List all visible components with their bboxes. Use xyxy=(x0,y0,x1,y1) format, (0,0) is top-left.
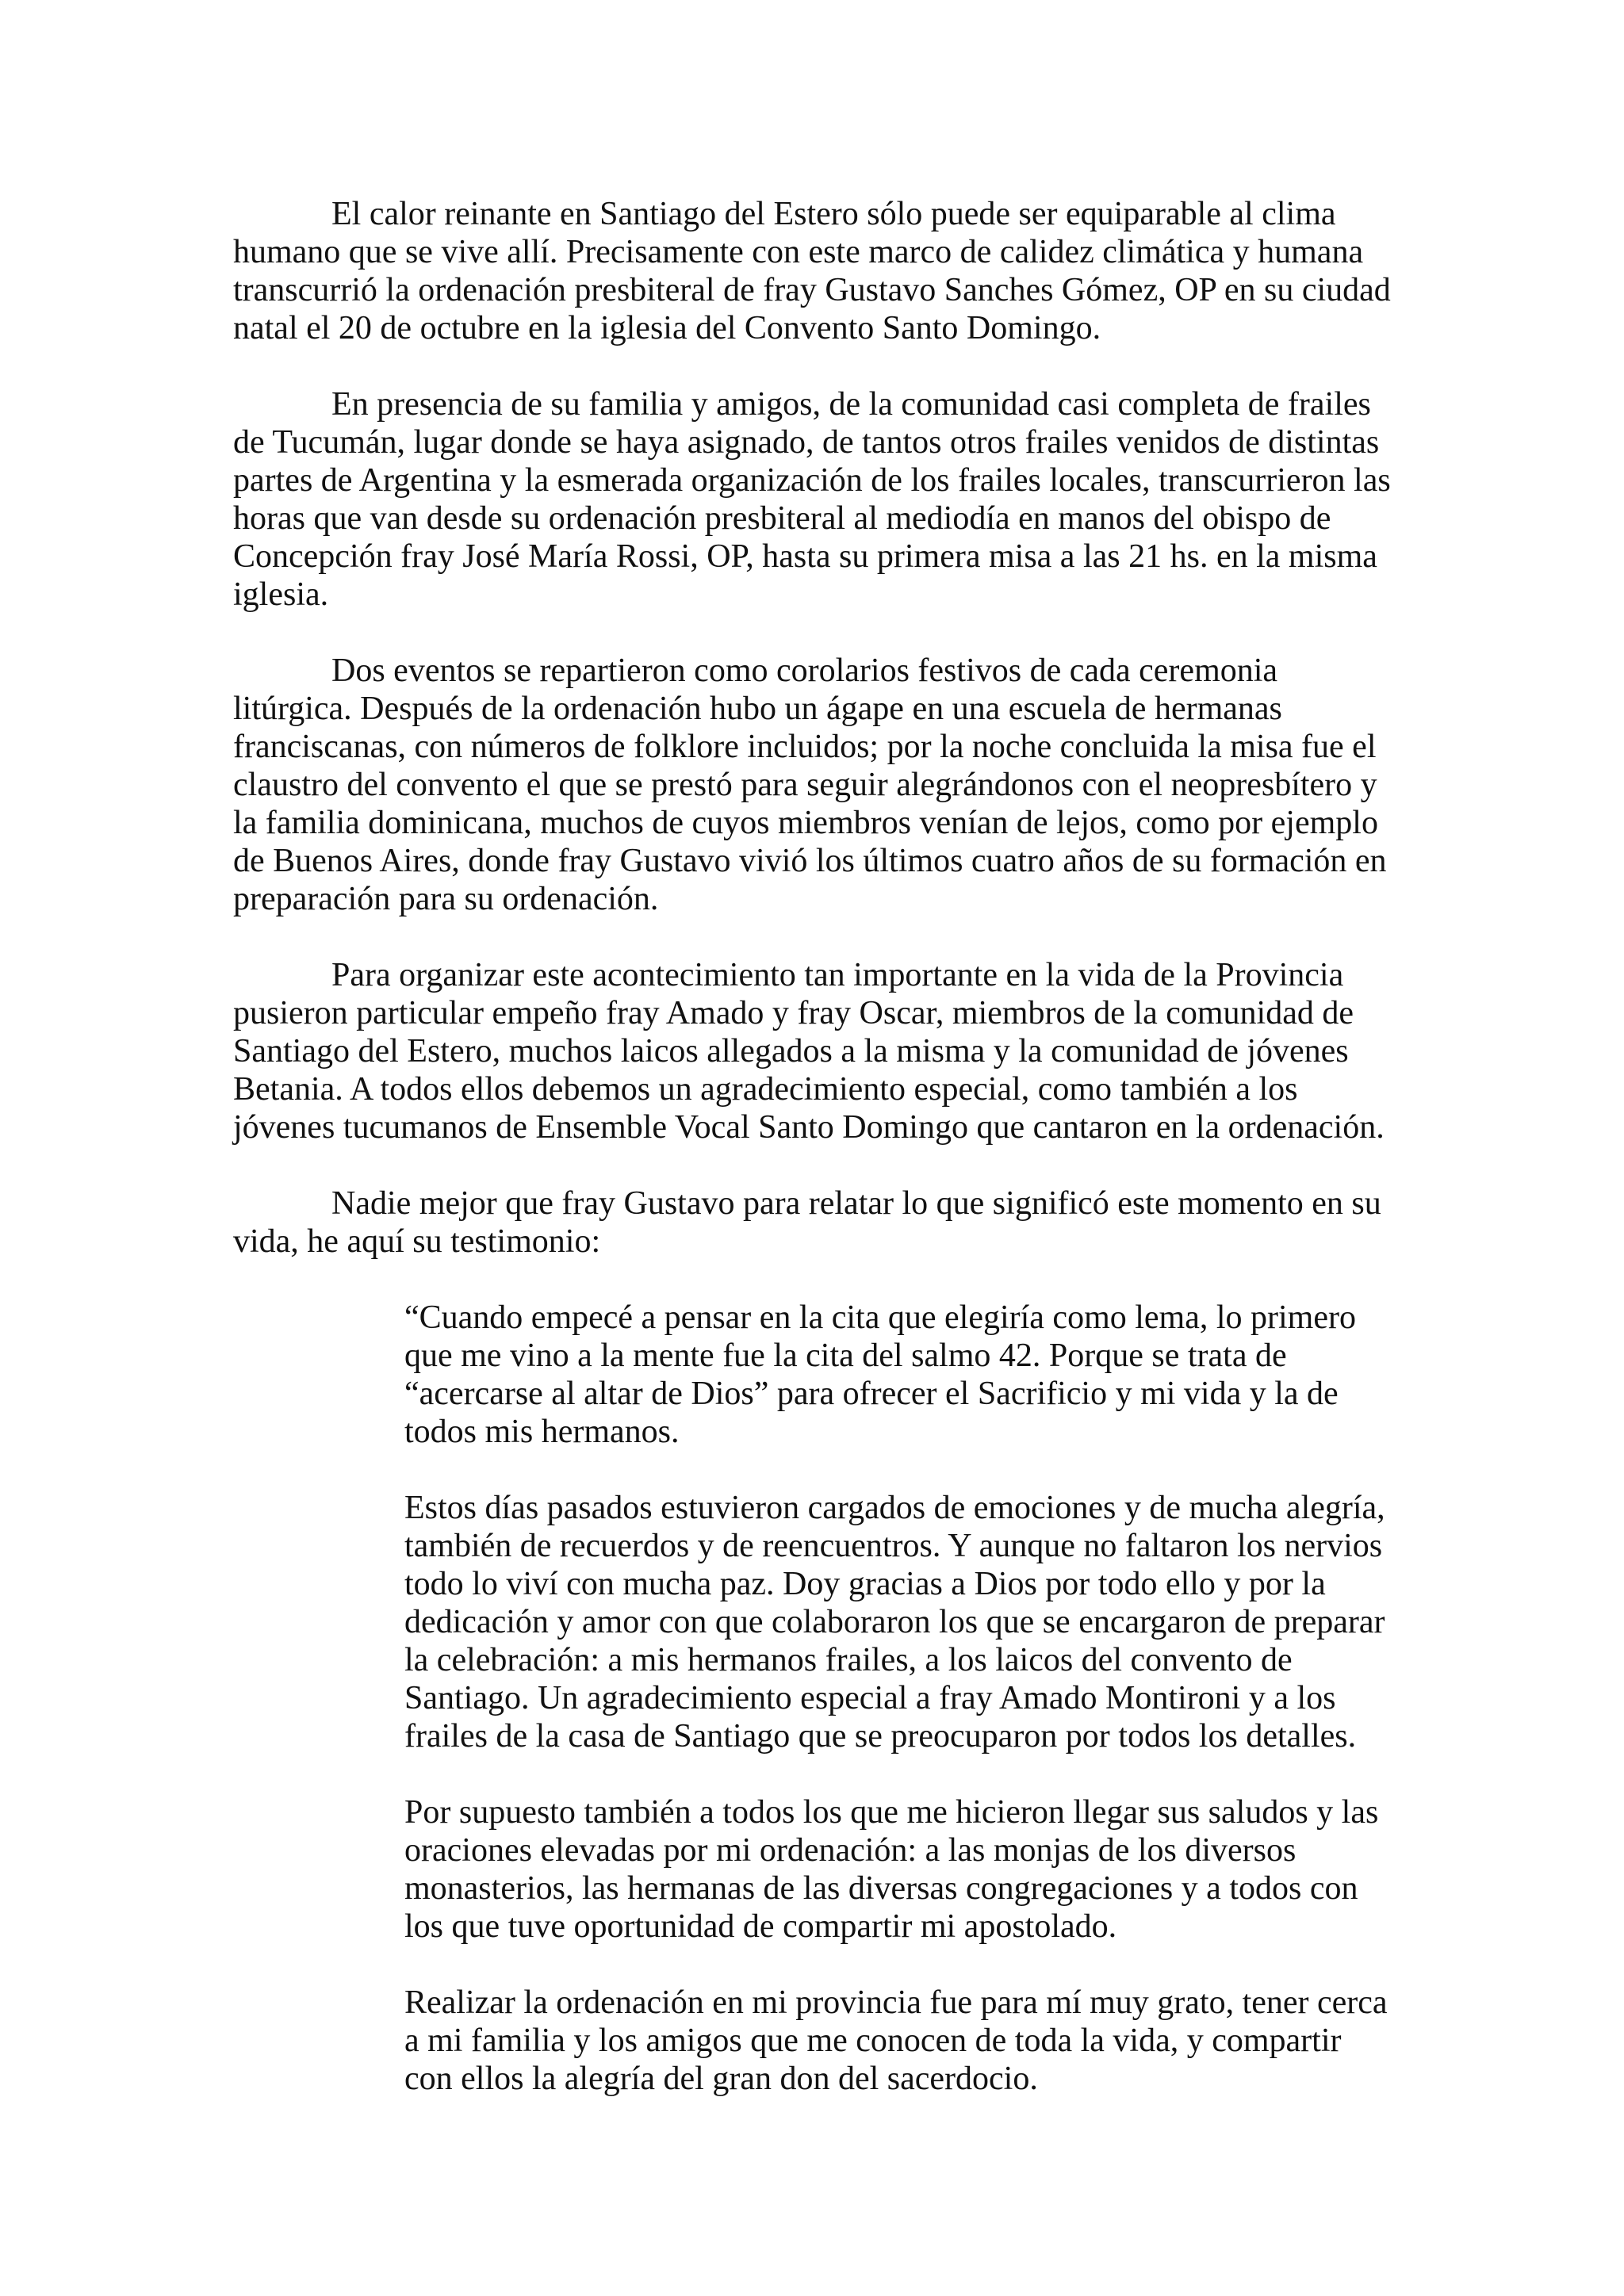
paragraph-4: Para organizar este acontecimiento tan importante en la vida de la Provincia pusieron particular empeño fray Amado y fray Oscar, miembros de la comunidad de Santiago del Estero, muchos laicos allegados a la misma y la comunidad de jóvenes Betania. A todos ellos debemos un agradecimiento especial, como también a los jóvenes tucumanos de Ensemble Vocal Santo Domingo que cantaron en la ordenación. xyxy=(233,957,1385,1146)
paragraph-1: El calor reinante en Santiago del Estero sólo puede ser equiparable al clima humano que se vive allí. Precisamente con este marco de calidez climática y humana transcurrió la ordenación presbiteral de fray Gustavo Sanches Gómez, OP en su ciudad natal el 20 de octubre en la iglesia del Convento Santo Domingo. xyxy=(233,196,1391,346)
quote-paragraph-3: Por supuesto también a todos los que me hicieron llegar sus saludos y las oraciones elevadas por mi ordenación: a las monjas de los diversos monasterios, las hermanas de las diversas congregaciones y a todos con los que tuve oportunidad de compartir mi apostolado. xyxy=(404,1794,1379,1945)
paragraph-5: Nadie mejor que fray Gustavo para relatar lo que significó este momento en su vida, he aquí su testimonio: xyxy=(233,1185,1381,1260)
paragraph-3: Dos eventos se repartieron como corolarios festivos de cada ceremonia litúrgica. Después de la ordenación hubo un ágape en una escuela de hermanas franciscanas, con números de folklore incluidos; por la noche concluida la misa fue el claustro del convento el que se prestó para seguir alegrándonos con el neopresbítero y la familia dominicana, muchos de cuyos miembros venían de lejos, como por ejemplo de Buenos Aires, donde fray Gustavo vivió los últimos cuatro años de su formación en preparación para su ordenación. xyxy=(233,652,1387,917)
paragraph-2: En presencia de su familia y amigos, de la comunidad casi completa de frailes de Tucumán, lugar donde se haya asignado, de tantos otros frailes venidos de distintas partes de Argentina y la esmerada organización de los frailes locales, transcurrieron las horas que van desde su ordenación presbiteral al mediodía en manos del obispo de Concepción fray José María Rossi, OP, hasta su primera misa a las 21 hs. en la misma iglesia. xyxy=(233,386,1391,613)
testimony-blockquote xyxy=(404,1299,1395,2098)
quote-paragraph-1: “Cuando empecé a pensar en la cita que elegiría como lema, lo primero que me vino a la mente fue la cita del salmo 42. Porque se trata de “acercarse al altar de Dios” para ofrecer el Sacrificio y mi vida y la de todos mis hermanos. xyxy=(404,1299,1356,1450)
quote-paragraph-4: Realizar la ordenación en mi provincia fue para mí muy grato, tener cerca a mi familia y los amigos que me conocen de toda la vida, y compartir con ellos la alegría del gran don del sacerdocio. xyxy=(404,1984,1388,2097)
quote-paragraph-2: Estos días pasados estuvieron cargados de emociones y de mucha alegría, también de recuerdos y de reencuentros. Y aunque no faltaron los nervios todo lo viví con mucha paz. Doy gracias a Dios por todo ello y por la dedicación y amor con que colaboraron los que se encargaron de preparar la celebración: a mis hermanos frailes, a los laicos del convento de Santiago. Un agradecimiento especial a fray Amado Montironi y a los frailes de la casa de Santiago que se preocuparon por todos los detalles. xyxy=(404,1490,1385,1755)
document-body xyxy=(233,195,1395,2098)
